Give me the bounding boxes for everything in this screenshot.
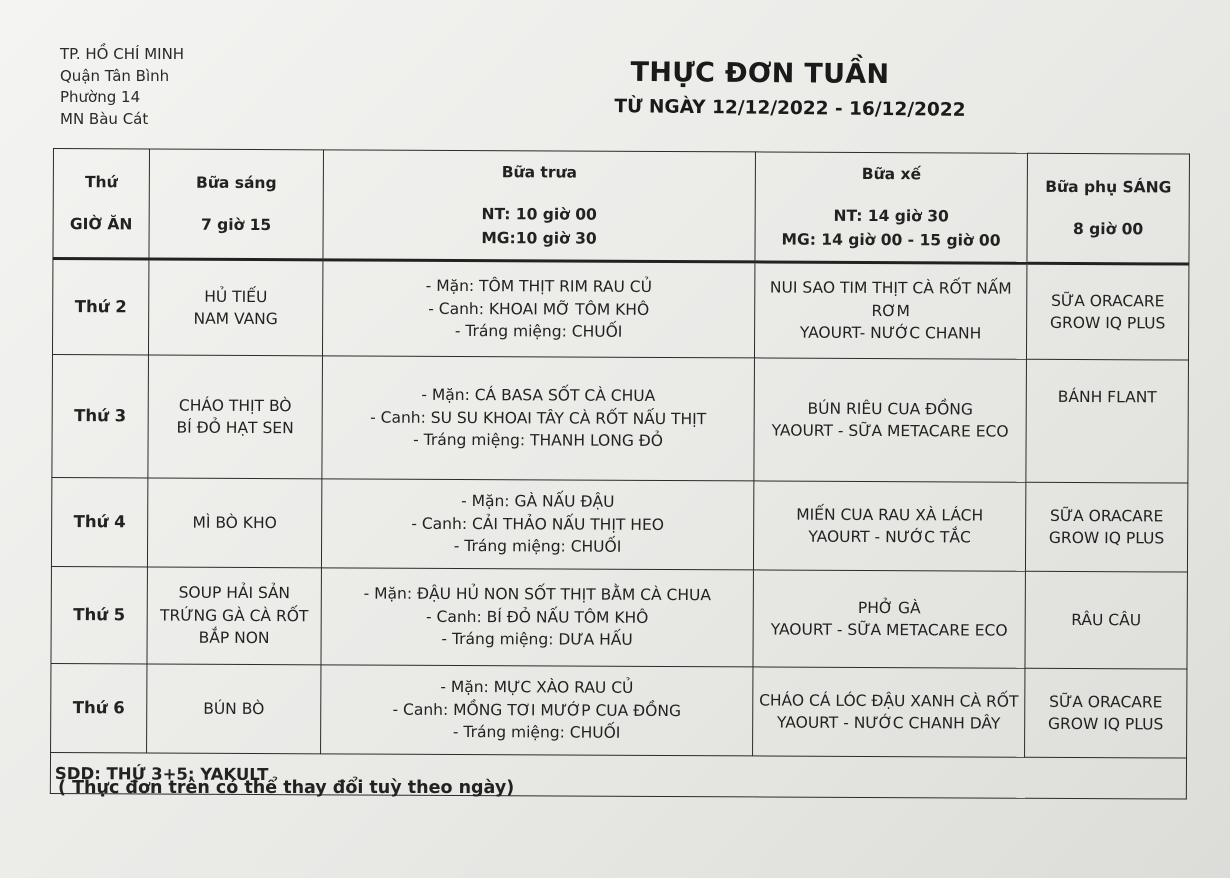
snack-cell [1025,482,1187,572]
document-title: THỰC ĐƠN TUẦN [630,56,890,91]
school-name: MN Bàu Cát [60,109,149,128]
menu-line: - Tráng miệng: DƯA HẤU [441,630,633,650]
menu-line: YAOURT - NƯỚC TẮC [808,527,971,547]
col-header-breakfast [149,149,324,260]
day-cell: Thứ 4 [51,477,147,566]
menu-line: NAM VANG [193,309,278,329]
menu-line: CHÁO THỊT BÒ [178,396,292,415]
menu-line: - Tráng miệng: CHUỐI [454,322,623,342]
menu-line: SỮA ORACARE [1051,291,1165,310]
menu-line: YAOURT - NƯỚC CHANH DÂY [777,713,1001,733]
menu-line: YAOURT- NƯỚC CHANH [799,323,982,343]
table-row [51,477,1187,572]
menu-line: - Canh: CẢI THẢO NẤU THỊT HEO [411,514,665,534]
table-row [51,566,1187,669]
menu-line: NUI SAO TIM THỊT CÀ RỐT NẤM [769,278,1012,298]
day-cell: Thứ 2 [52,259,148,355]
menu-line: - Canh: SU SU KHOAI TÂY CÀ RỐT NẤU THỊT [370,408,707,428]
header-row [53,149,1190,265]
table-row [52,354,1189,483]
menu-line: - Mặn: MỰC XÀO RAU CỦ [440,678,634,698]
menu-line: BÚN RIÊU CUA ĐỒNG [807,399,973,418]
menu-line: SỮA ORACARE [1050,506,1164,525]
day-cell: Thứ 3 [52,354,149,477]
col-header-day-label: Thứ [84,173,118,192]
col-header-afternoon [755,152,1028,263]
menu-line: SOUP HẢI SẢN [178,583,291,603]
lunch-cell [321,665,753,756]
menu-line: - Mặn: TÔM THỊT RIM RAU CỦ [425,277,652,297]
lunch-cell [322,260,754,358]
col-header-afternoon-label: Bữa xế [861,164,922,184]
afternoon-cell [753,570,1025,668]
menu-line: YAOURT - SỮA METACARE ECO [770,620,1008,640]
menu-line: BẮP NON [198,628,270,648]
menu-line: - Tráng miệng: CHUỐI [452,723,621,743]
menu-line: MÌ BÒ KHO [192,513,277,532]
afternoon-cell [753,667,1025,757]
snack-cell [1026,263,1188,360]
menu-line: - Tráng miệng: CHUỐI [453,537,622,557]
weekly-menu-table [50,148,1190,800]
address-ward: Phường 14 [60,88,141,106]
col-header-time-label: GIỜ ĂN [69,215,133,234]
col-header-afternoon-time-nt: NT: 14 giờ 30 [833,206,949,226]
afternoon-cell [753,481,1025,571]
col-header-snack-label: Bữa phụ SÁNG [1045,177,1172,197]
col-header-lunch [323,150,756,262]
lunch-cell [322,356,755,481]
menu-line: - Tráng miệng: THANH LONG ĐỎ [413,431,664,451]
menu-line: MIẾN CUA RAU XÀ LÁCH [796,505,984,525]
col-header-lunch-label: Bữa trưa [501,163,578,182]
menu-line: - Canh: BÍ ĐỎ NẤU TÔM KHÔ [425,607,649,627]
menu-line: - Mặn: GÀ NẤU ĐẬU [461,492,615,511]
col-header-breakfast-time: 7 giờ 15 [200,215,272,235]
address-city: TP. HỒ CHÍ MINH [60,45,185,63]
afternoon-cell [754,262,1026,359]
weekly-menu-table-wrap [50,148,1189,784]
menu-line: TRỨNG GÀ CÀ RỐT [159,606,309,626]
menu-line: RÂU CÂU [1071,610,1142,630]
menu-line: - Mặn: CÁ BASA SỐT CÀ CHUA [421,386,656,406]
menu-line: GROW IQ PLUS [1049,313,1166,333]
breakfast-cell [147,478,321,568]
breakfast-cell [147,567,321,665]
lunch-cell [321,479,753,570]
menu-line: SỮA ORACARE [1049,692,1163,711]
snack-cell [1026,359,1189,483]
address-district: Quận Tân Bình [60,66,170,85]
snack-cell [1025,571,1187,669]
lunch-cell [321,568,753,667]
col-header-day [53,149,150,259]
col-header-snack-time: 8 giờ 00 [1072,219,1144,239]
menu-line: YAOURT - SỮA METACARE ECO [771,421,1009,441]
col-header-breakfast-label: Bữa sáng [196,173,277,193]
menu-line: CHÁO CÁ LÓC ĐẬU XANH CÀ RỐT [759,690,1019,711]
menu-line: GROW IQ PLUS [1048,528,1165,548]
change-note: ( Thực đơn trên có thể thay đổi tuỳ theo ngày) [58,778,515,798]
menu-line: PHỞ GÀ [857,598,921,617]
menu-line: BÚN BÒ [203,699,265,718]
menu-line: - Canh: MỒNG TƠI MƯỚP CUA ĐỒNG [392,700,682,720]
menu-line: - Canh: KHOAI MỠ TÔM KHÔ [428,299,650,319]
date-range: TỪ NGÀY 12/12/2022 - 16/12/2022 [614,96,966,121]
menu-line: HỦ TIẾU [204,287,268,306]
afternoon-cell [754,358,1027,482]
breakfast-cell [148,355,323,479]
table-row [51,663,1187,758]
menu-line: RƠM [871,301,910,320]
breakfast-cell [147,664,321,754]
snack-cell [1025,668,1187,758]
table-row [52,259,1188,361]
breakfast-cell [148,259,322,356]
day-cell: Thứ 5 [51,566,147,663]
col-header-afternoon-time-mg: MG: 14 giờ 00 - 15 giờ 00 [781,230,1001,250]
menu-line: BÍ ĐỎ HẠT SEN [176,418,294,438]
day-cell: Thứ 6 [51,663,147,752]
menu-line: - Mặn: ĐẬU HỦ NON SỐT THỊT BẰM CÀ CHUA [363,584,712,605]
col-header-lunch-time-nt: NT: 10 giờ 00 [481,205,597,224]
footer-note: SDD: THỨ 3+5: YAKULT [50,752,1186,799]
menu-line: BÁNH FLANT [1057,387,1157,407]
col-header-snack [1027,153,1190,264]
col-header-lunch-time-mg: MG:10 giờ 30 [481,229,597,248]
school-address [60,44,184,130]
menu-line: GROW IQ PLUS [1047,714,1164,734]
